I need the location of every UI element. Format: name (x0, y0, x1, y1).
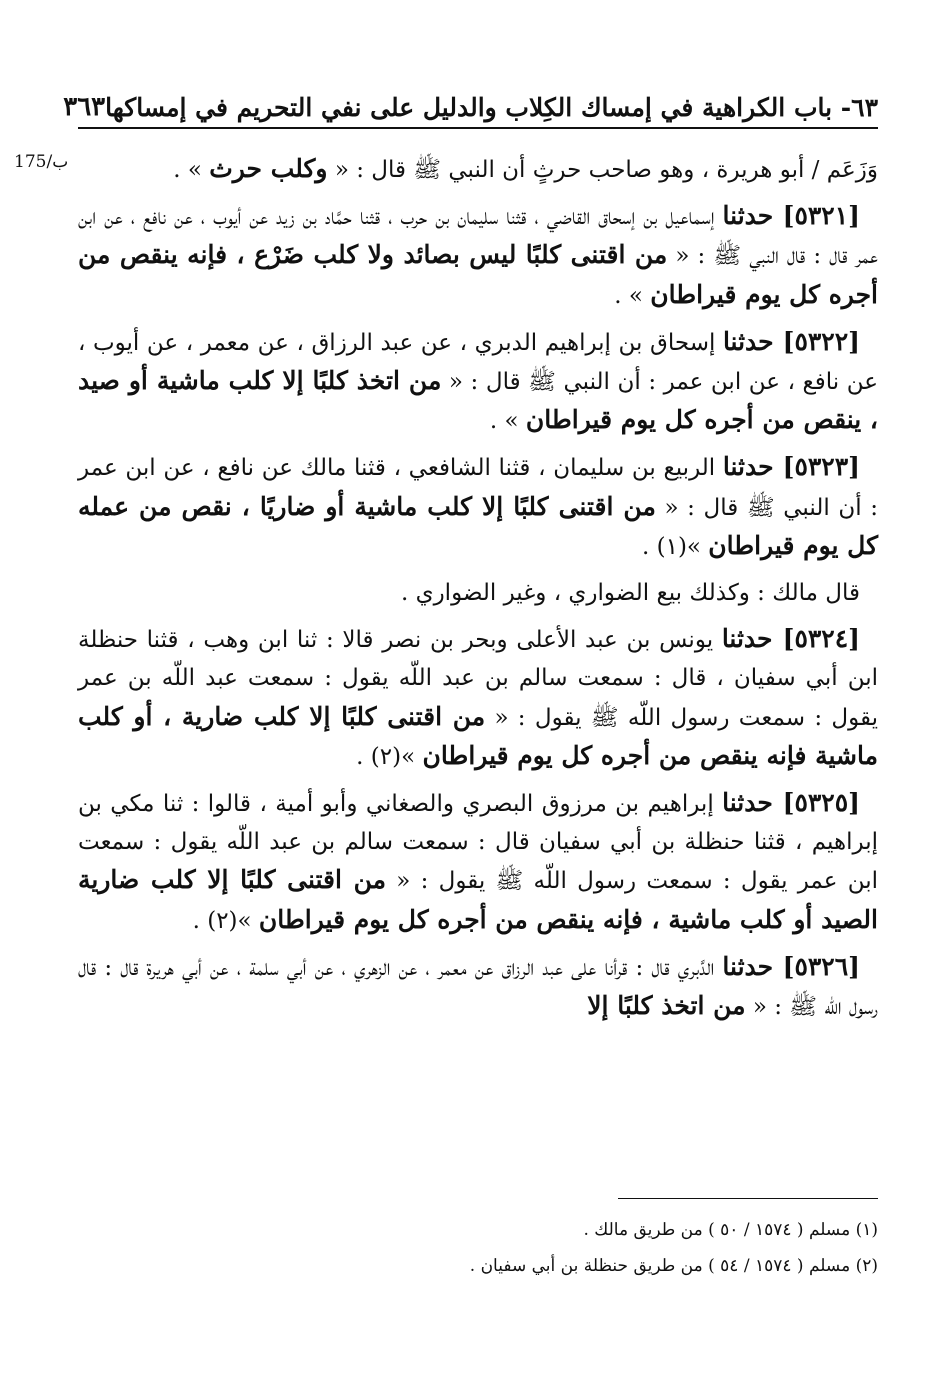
bold-text: وكلب حرث (209, 154, 328, 183)
bold-text: من اقتنى كلبًا ليس بصائد ولا كلب ضَرْع ، فإنه ينقص من أجره كل يوم قيراطان (78, 240, 878, 309)
text-run: إسحاق بن إبراهيم الدبري ، عن عبد الرزاق ، عن معمر ، عن أيوب ، عن نافع ، عن ابن عمر : أن النبي ﷺ قال : « (78, 329, 878, 396)
text-run: الربيع بن سليمان ، قثنا الشافعي ، قثنا مالك عن نافع ، عن ابن عمر : أن النبي ﷺ قال : « (78, 455, 878, 521)
paragraph (78, 784, 878, 940)
text-run: »(٢) . (356, 743, 423, 770)
bold-text: [٥٣٢٥] حدثنا (722, 788, 860, 818)
paragraph (78, 150, 878, 189)
footnote-divider (618, 1198, 878, 1199)
footnotes (78, 1212, 878, 1284)
text-run: »(١) . (641, 533, 709, 560)
text-run: إسماعيل بن إسحاق القاضي ، قثنا سليمان بن حرب ، قثنا حمَّاد بن زيد عن أيوب ، عن نافع ، عن ابن عمر قال : قال النبي ﷺ : « (78, 204, 878, 270)
running-header (63, 70, 878, 122)
text-run: إبراهيم بن مرزوق البصري والصغاني وأبو أمية ، قالوا : ثنا مكي بن إبراهيم ، قثنا حنظلة بن أبي سفيان قال : سمعت سالم بن عبد اللّه يقول : سمعت ابن عمر يقول : سمعت رسول اللّه ﷺ يقول : « (78, 791, 879, 895)
paragraph (78, 197, 878, 315)
bold-text: من اتخذ كلبًا إلا كلب ماشية أو صيد ، ينقص من أجره كل يوم قيراطان (78, 366, 878, 435)
text-run: الدَّبري قال : قرأنا على عبد الرزاق عن معمر ، عن الزهري ، عن أبي سلمة ، عن أبي هريرة قال : قال رسول اللّه ﷺ : « (78, 954, 878, 1021)
manuscript-folio-note: 175/ب (14, 152, 69, 172)
text-run: » . (614, 282, 651, 309)
text-run: » . (489, 408, 526, 435)
footnote: (٢) مسلم ( ١٥٧٤ / ٥٤ ) من طريق حنظلة بن أبي سفيان . (469, 1256, 878, 1276)
bold-text: من اقتنى كلبًا إلا كلب ضارية ، أو كلب ماشية فإنه ينقص من أجره كل يوم قيراطان (78, 701, 878, 770)
footnote: (١) مسلم ( ١٥٧٤ / ٥٠ ) من طريق مالك . (583, 1220, 878, 1240)
text-run: وَزَعَم / أبو هريرة ، وهو صاحب حرثٍ أن النبي ﷺ قال : « (327, 157, 878, 183)
text-run: » . (173, 157, 210, 183)
bold-text: [٥٣٢٦] حدثنا (722, 951, 860, 981)
paragraph (78, 948, 878, 1026)
text-run: »(٢) . (192, 907, 259, 934)
header-divider (78, 127, 878, 129)
paragraph (78, 448, 878, 566)
bold-text: [٥٣٢٤] حدثنا (721, 624, 860, 654)
bold-text: من اقتنى كلبًا إلا كلب ماشية أو ضاريًا ، نقص من عمله كل يوم قيراطان (78, 491, 878, 560)
text-run: قال مالك : وكذلك بيع الضواري ، وغير الضواري . (400, 580, 860, 607)
page-number: ٣٦٣ (63, 92, 106, 122)
main-text (78, 150, 878, 1034)
bold-text: [٥٣٢١] حدثنا (722, 201, 860, 231)
paragraph (78, 574, 878, 612)
paragraph (78, 323, 878, 441)
bold-text: من اتخذ كلبًا إلا (587, 991, 746, 1021)
bold-text: [٥٣٢٢] حدثنا (722, 326, 860, 356)
bold-text: من اقتنى كلبًا إلا كلب ضارية الصيد أو كلب ماشية ، فإنه ينقص من أجره كل يوم قيراطان (78, 865, 878, 934)
bold-text: [٥٣٢٣] حدثنا (722, 452, 861, 482)
paragraph (78, 620, 878, 776)
text-run: يونس بن عبد الأعلى وبحر بن نصر قالا : ثنا ابن وهب ، قثنا حنظلة ابن أبي سفيان ، قال : سمعت سالم بن عبد اللّه يقول : سمعت عبد اللّه بن عمر يقول : سمعت رسول اللّه ﷺ يقول : « (78, 627, 878, 731)
chapter-title: ٦٣- باب الكراهية في إمساك الكِلاب والدليل على نفي التحريم في إمساكها (105, 93, 878, 122)
